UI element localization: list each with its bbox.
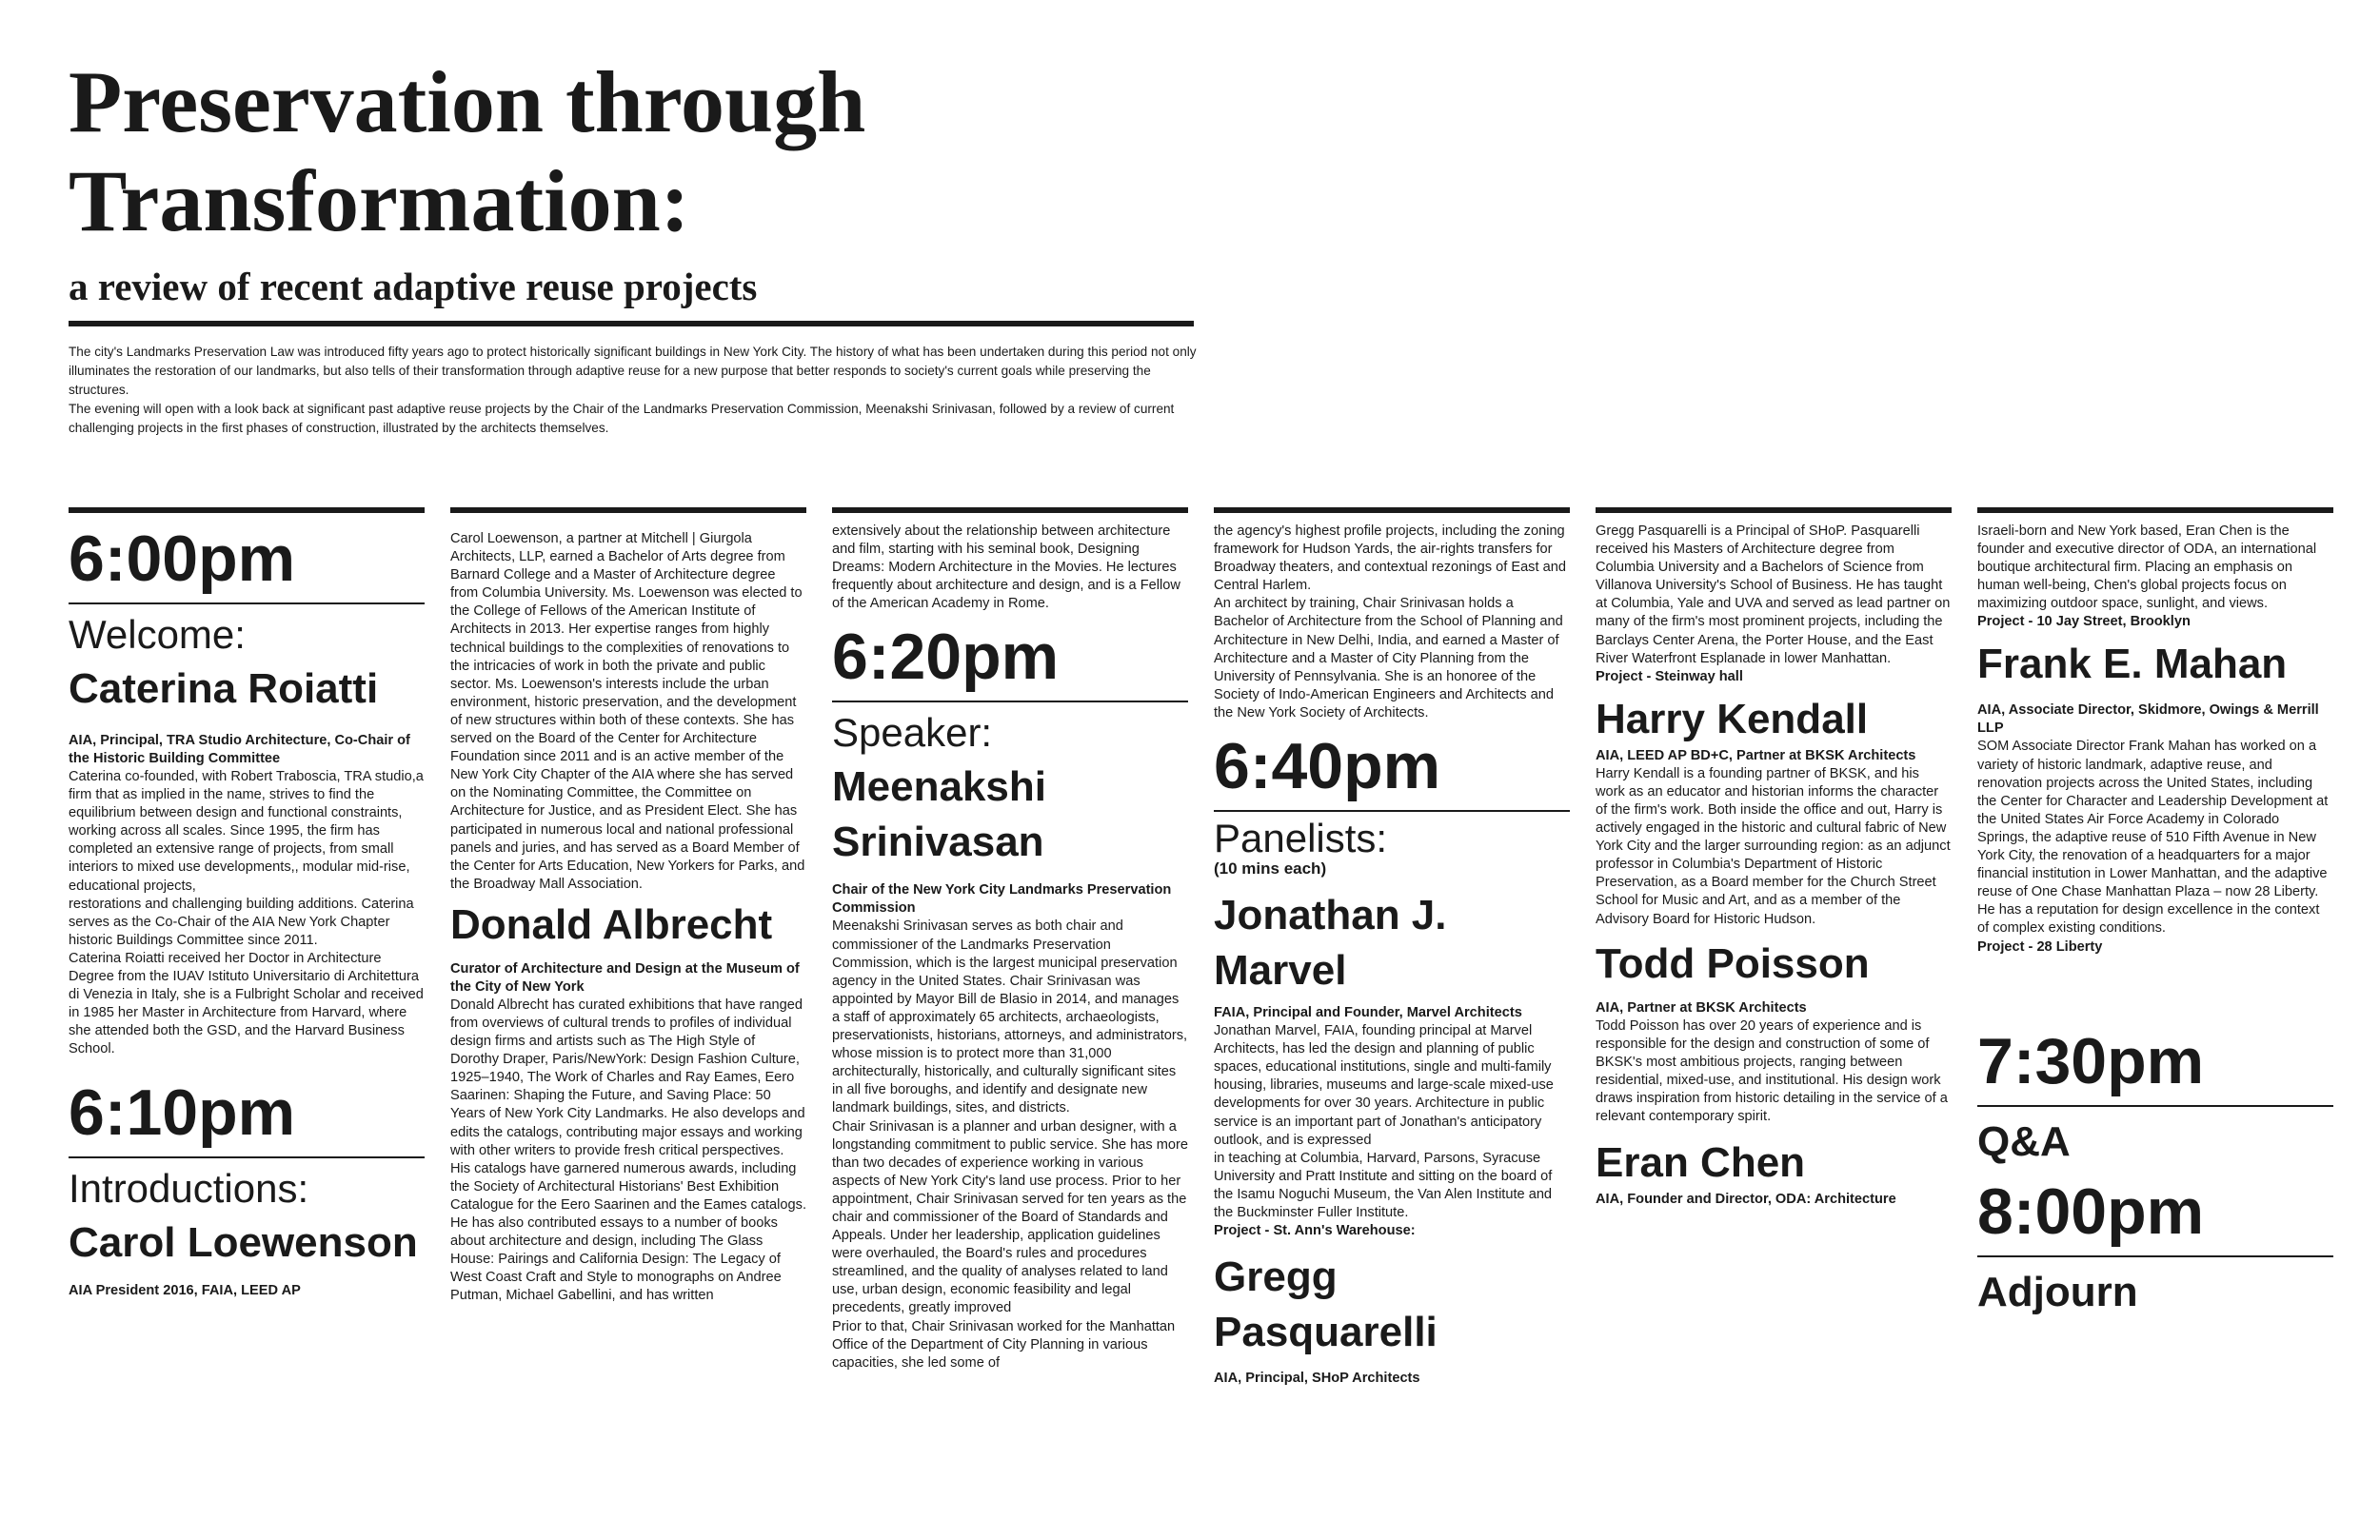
column-5 <box>1596 507 1952 1209</box>
intro-text <box>69 343 1201 438</box>
gregg-pasquarelli-name: Gregg Pasquarelli <box>1214 1254 1438 1356</box>
panelists-time: 6:40pm <box>1214 730 1441 803</box>
bio-paragraph: Caterina co-founded, with Robert Traboscia, TRA studio,a firm that as implied in the name, strives to find the equilibrium between design and functional constraints, working across all scales. Since 1995, the firm has completed an extensive range of projects, from small interiors to mixed use developments,, modular mid-rise, educational projects, <box>69 769 424 894</box>
column-6 <box>1977 507 2333 1322</box>
speaker-bio <box>832 918 1188 1372</box>
introductions-speaker-name: Carol Loewenson <box>69 1218 418 1266</box>
todd-poisson-name: Todd Poisson <box>1596 939 1870 987</box>
jonathan-marvel-project: Project - St. Ann's Warehouse: <box>1214 1223 1416 1239</box>
column-2 <box>450 507 806 1305</box>
bio-paragraph: in teaching at Columbia, Harvard, Parsons, Syracuse University and Pratt Institute and sitting on the board of the Isamu Noguchi Museum, the Van Alen Institute and the Buckminster Fuller Institute. <box>1214 1150 1553 1220</box>
welcome-speaker-bio <box>69 768 425 1059</box>
intro-paragraph: The city's Landmarks Preservation Law was introduced fifty years ago to protect historically significant buildings in New York City. The history of what has been undertaken during this period not only illuminates the restoration of our landmarks, but also tells of their transformation through adaptive reuse for a new purpose that better responds to society's current goals while preserving the structures. <box>69 345 1197 397</box>
column-rule <box>1214 507 1570 513</box>
todd-poisson-bio: Todd Poisson has over 20 years of experience and is responsible for the design and construction of some of BKSK's most ambitious projects, ranging between residential, mixed-use, and institutional. His design work draws inspiration from historic detailing in the service of a relevant contemporary spirit. <box>1596 1017 1948 1125</box>
qa-label: Q&A <box>1977 1117 2071 1165</box>
bio-paragraph: the agency's highest profile projects, including the zoning framework for Hudson Yards, the air-rights transfers for Broadway theaters, and contextual rezonings of East and Central Harlem. <box>1214 523 1566 594</box>
bio-paragraph: Chair Srinivasan is a planner and urban designer, with a longstanding commitment to public service. She has more than two decades of experience working in various aspects of New York City's land use process. Prior to her appointment, Chair Srinivasan served for ten years as the chair and commissioner of the Board of Standards and Appeals. Under her leadership, application guidelines were overhauled, the Board's rules and procedures streamlined, and the quality of analyses related to land use, urban design, economic feasibility and legal precedents, greatly improved <box>832 1118 1188 1316</box>
donald-albrecht-affiliation: Curator of Architecture and Design at the Museum of the City of New York <box>450 960 800 995</box>
column-4 <box>1214 507 1570 1388</box>
introductions-label: Introductions: <box>69 1165 309 1211</box>
page-title: Preservation through Transformation: <box>69 53 866 249</box>
gregg-pasquarelli-affiliation: AIA, Principal, SHoP Architects <box>1214 1371 1420 1387</box>
title-divider <box>69 321 1194 326</box>
introductions-speaker-affiliation: AIA President 2016, FAIA, LEED AP <box>69 1282 301 1298</box>
column-1 <box>69 507 425 1300</box>
frank-mahan-project: Project - 28 Liberty <box>1977 938 2103 955</box>
speaker-time: 6:20pm <box>832 621 1060 694</box>
frank-mahan-bio: SOM Associate Director Frank Mahan has worked on a variety of historic landmark, adaptive reuse, and renovation projects across the United States, including the Center for Character and Leadership Development at the United States Air Force Academy in Colorado Springs, the adaptive reuse of 510 Fifth Avenue in New York City, the renovation of a headquarters for a major financial institution in Lower Manhattan, and the adaptive reuse of One Chase Manhattan Plaza – now 28 Liberty. He has a reputation for design excellence in the context of complex existing conditions. <box>1977 739 2329 937</box>
welcome-label: Welcome: <box>69 612 246 657</box>
welcome-speaker-name: Caterina Roiatti <box>69 665 379 712</box>
adjourn-label: Adjourn <box>1977 1268 2138 1315</box>
eran-chen-project: Project - 10 Jay Street, Brooklyn <box>1977 614 2191 630</box>
jonathan-marvel-name: Jonathan J. Marvel <box>1214 892 1447 995</box>
frank-mahan-affiliation: AIA, Associate Director, Skidmore, Owings & Merrill LLP <box>1977 702 2319 737</box>
section-rule <box>832 701 1188 702</box>
gregg-pasquarelli-project: Project - Steinway hall <box>1596 668 1743 684</box>
bio-paragraph: Prior to that, Chair Srinivasan worked for the Manhattan Office of the Department of City Planning in various capacities, she led some of <box>832 1318 1176 1371</box>
frank-mahan-name: Frank E. Mahan <box>1977 641 2288 688</box>
section-rule <box>69 602 425 604</box>
column-rule <box>1596 507 1952 513</box>
speaker-bio-continued <box>1214 523 1570 722</box>
column-3 <box>832 507 1188 1372</box>
donald-albrecht-name: Donald Albrecht <box>450 900 773 948</box>
gregg-pasquarelli-bio: Gregg Pasquarelli is a Principal of SHoP. Pasquarelli received his Masters of Architecture degree from Columbia University and a Bachelors of Science from Villanova University's School of Business. He has taught at Columbia, Yale and UVA and served as lead partner on many of the firm's most prominent projects, including the Barclays Center Arena, the Porter House, and the East River Waterfront Esplanade in lower Manhattan. <box>1596 523 1951 666</box>
harry-kendall-name: Harry Kendall <box>1596 695 1869 742</box>
intro-paragraph: The evening will open with a look back at significant past adaptive reuse projects by the Chair of the Landmarks Preservation Commission, Meenakshi Srinivasan, followed by a review of current challenging projects in the first phases of construction, illustrated by the architects themselves. <box>69 402 1175 435</box>
page-subtitle: a review of recent adaptive reuse projects <box>69 265 758 308</box>
qa-time: 7:30pm <box>1977 1024 2205 1097</box>
welcome-speaker-affiliation: AIA, Principal, TRA Studio Architecture, Co-Chair of the Historic Building Committee <box>69 733 410 766</box>
bio-paragraph: Jonathan Marvel, FAIA, founding principal at Marvel Architects, has led the design and planning of public spaces, educational institutions, single and multi-family housing, libraries, museums and large-scale mixed-use developments for over 30 years. Architecture in public service is an important part of Jonathan's anticipatory outlook, and is expressed <box>1214 1023 1554 1148</box>
jonathan-marvel-affiliation: FAIA, Principal and Founder, Marvel Architects <box>1214 1005 1522 1021</box>
speaker-affiliation: Chair of the New York City Landmarks Preservation Commission <box>832 882 1172 917</box>
column-rule <box>69 507 425 513</box>
todd-poisson-affiliation: AIA, Partner at BKSK Architects <box>1596 999 1807 1016</box>
harry-kendall-bio: Harry Kendall is a founding partner of BKSK, and his work as an educator and historian informs the character of the firm's work. Both inside the office and out, Harry is actively engaged in the historic and cultural fabric of New York City and the larger surrounding region: as an adjunct professor in Columbia's Department of Historic Preservation, as a Board member for the Church Street School for Music and Art, and as a member of the Advisory Board for Historic Hudson. <box>1596 765 1951 927</box>
donald-albrecht-bio-continued: extensively about the relationship between architecture and film, starting with his seminal book, Designing Dreams: Modern Architecture in the Movies. He lectures frequently about architecture and design, and is a Fellow of the American Academy in Rome. <box>832 523 1180 612</box>
carol-loewenson-bio: Carol Loewenson, a partner at Mitchell | Giurgola Architects, LLP, earned a Bachelor of Arts degree from Barnard College and a Master of Architecture degree from Columbia University. Ms. Loewenson was elected to the College of Fellows of the American Institute of Architects in 2013. Her expertise ranges from highly technical buildings to the complexities of renovations to the intricacies of work in both the private and public sector. Ms. Loewenson's interests include the urban environment, historic preservation, and the development of new structures within both of these contexts. She has served on the Board of the Center for Architecture Foundation since 2011 and is an active member of the New York City Chapter of the AIA where she has served on the Nominating Committee, the Committee on Architecture for Justice, and as President Elect. She has participated in numerous local and national professional panels and juries, and has served as a Board Member of the Center for Arts Education, New Yorkers for Parks, and the Broadway Mall Association. <box>450 531 805 892</box>
welcome-time: 6:00pm <box>69 523 296 595</box>
section-rule <box>1977 1255 2333 1257</box>
bio-paragraph: Caterina Roiatti received her Doctor in Architecture Degree from the IUAV Istituto Universitario di Architettura di Venezia in Italy, she is a Fulbright Scholar and received in 1985 her Master in Architecture from Harvard, where she attended both the GSD, and the Harvard Business School. <box>69 950 424 1057</box>
adjourn-time: 8:00pm <box>1977 1175 2205 1248</box>
jonathan-marvel-bio <box>1214 1022 1570 1222</box>
bio-paragraph: Meenakshi Srinivasan serves as both chair and commissioner of the Landmarks Preservation Commission, which is the largest municipal preservation agency in the United States. Chair Srinivasan was appointed by Mayor Bill de Blasio in 2014, and manages a staff of approximately 65 architects, archaeologists, preservationists, historians, attorneys, and administrators, whose mission is to protect more than 31,000 architecturally, historically, and culturally significant sites in all five boroughs, and identify and designate new landmark buildings, sites, and districts. <box>832 918 1188 1116</box>
eran-chen-affiliation: AIA, Founder and Director, ODA: Architecture <box>1596 1192 1896 1208</box>
column-rule <box>450 507 806 513</box>
eran-chen-bio: Israeli-born and New York based, Eran Chen is the founder and executive director of ODA, an international boutique architectural firm. Placing an emphasis on human well-being, Chen's global projects focus on maximizing outdoor space, sunlight, and views. <box>1977 523 2317 612</box>
section-rule <box>1214 810 1570 812</box>
eran-chen-name: Eran Chen <box>1596 1139 1806 1187</box>
panelists-label: Panelists: <box>1214 816 1388 861</box>
bio-paragraph: restorations and challenging building additions. Caterina serves as the Co-Chair of the AIA New York Chapter historic Buildings Committee since 2011. <box>69 896 414 948</box>
donald-albrecht-bio: Donald Albrecht has curated exhibitions that have ranged from overviews of cultural trends to profiles of individual design firms and artists such as The High Style of Dorothy Draper, Paris/NewYork: Design Fashion Culture, 1925–1940, The Work of Charles and Ray Eames, Eero Saarinen: Shaping the Future, and Saving Place: 50 Years of New York City Landmarks. He also develops and edits the catalogs, contributing major essays and working with other writers to provide fresh critical perspectives. His catalogs have garnered numerous awards, including the Society of Architectural Historians' Best Exhibition Catalogue for the Eero Saarinen and the Eames catalogs. He has also contributed essays to a number of books about architecture and design, including The Glass House: Pairings and California Design: The Legacy of West Coast Craft and Style to monographs on Andree Putman, Michael Gabellini, and has written <box>450 997 807 1304</box>
column-rule <box>832 507 1188 513</box>
harry-kendall-affiliation: AIA, LEED AP BD+C, Partner at BKSK Architects <box>1596 747 1916 763</box>
section-rule <box>1977 1105 2333 1107</box>
column-rule <box>1977 507 2333 513</box>
introductions-time: 6:10pm <box>69 1076 296 1149</box>
speaker-name: Meenakshi Srinivasan <box>832 763 1046 866</box>
section-rule <box>69 1156 425 1158</box>
bio-paragraph: An architect by training, Chair Srinivasan holds a Bachelor of Architecture from the School of Planning and Architecture in New Delhi, India, and earned a Master of Architecture and a Master of City Planning from the University of Pennsylvania. She is an honoree of the Society of Indo-American Engineers and Architects and the New York Society of Architects. <box>1214 596 1563 721</box>
panelists-note: (10 mins each) <box>1214 859 1327 879</box>
speaker-label: Speaker: <box>832 710 993 756</box>
